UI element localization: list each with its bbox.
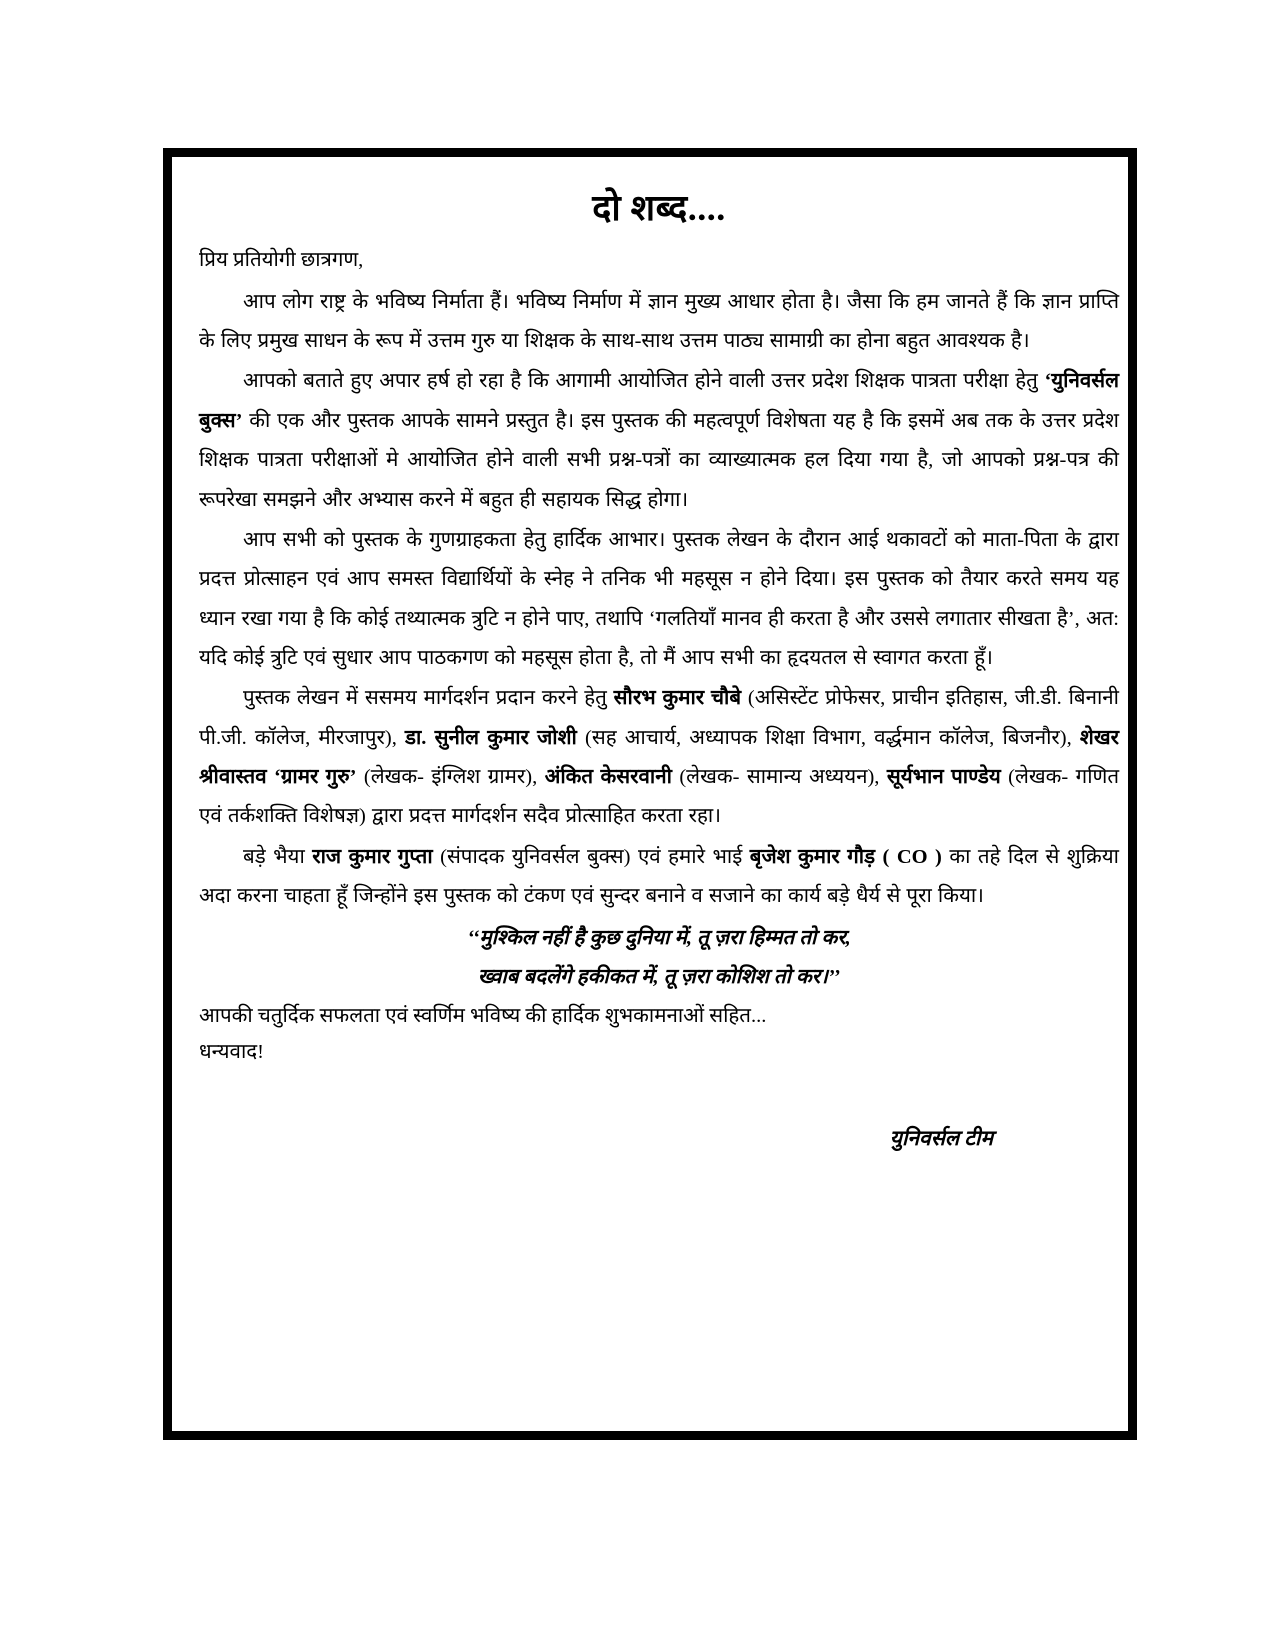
thanks-text: धन्यवाद! bbox=[199, 1041, 264, 1064]
paragraph-book-announcement bbox=[199, 362, 1119, 519]
paragraph-editor-thanks bbox=[199, 838, 1119, 917]
paragraph-gratitude bbox=[199, 521, 1119, 678]
page-border-frame bbox=[163, 148, 1137, 1440]
emphasized-text: राज कुमार गुप्ता bbox=[312, 845, 433, 868]
body-text: (सह आचार्य, अध्यापक शिक्षा विभाग, वर्द्धमान कॉलेज, बिजनौर), bbox=[576, 726, 1080, 749]
body-text: पुस्तक लेखन में ससमय मार्गदर्शन प्रदान करने हेतु bbox=[243, 687, 614, 710]
body-text: (लेखक- सामान्य अध्ययन), bbox=[671, 766, 887, 789]
body-text: (लेखक- इंग्लिश ग्रामर), bbox=[356, 766, 545, 789]
signature-team: युनिवर्सल टीम bbox=[889, 1126, 993, 1150]
emphasized-text: ‘युनिवर्सल बुक्स’ bbox=[199, 370, 1119, 432]
body-text: (संपादक युनिवर्सल बुक्स) एवं हमारे भाई bbox=[432, 845, 750, 868]
body-text: आप सभी को पुस्तक के गुणग्राहकता हेतु हार्दिक आभार। पुस्तक लेखन के दौरान आई थकावटों को माता-पिता के द्वारा प्रदत्त प्रोत्साहन एवं आप समस्त विद्यार्थियों के स्नेह ने तनिक भी महसूस न होने दिया। इस पुस्तक को तैयार करते समय यह ध्यान रखा गया है कि कोई तथ्यात्मक त्रुटि न होने पाए, तथापि ‘गलतियाँ मानव ही करता है और उससे लगातार सीखता है’, अत: यदि कोई त्रुटि एवं सुधार आप पाठकगण को महसूस होता है, तो मैं आप सभी का हृदयतल से स्वागत करता हूँ। bbox=[199, 528, 1119, 669]
body-text: (असिस्टेंट प्रोफेसर, प्राचीन इतिहास, जी.डी. बिनानी पी.जी. कॉलेज, मीरजापुर), bbox=[199, 687, 1119, 749]
preface-content bbox=[181, 166, 1137, 1152]
emphasized-text: सूर्यभान पाण्डेय bbox=[886, 766, 1001, 789]
couplet-line-2: ख्वाब बदलेंगे हकीकत में, तू ज़रा कोशिश तो कर।’’ bbox=[477, 966, 841, 989]
paragraph-nation-builders bbox=[199, 283, 1119, 362]
emphasized-text: सौरभ कुमार चौबे bbox=[613, 687, 742, 710]
closing-wishes-text: आपकी चतुर्दिक सफलता एवं स्वर्णिम भविष्य की हार्दिक शुभकामनाओं सहित... bbox=[199, 1005, 767, 1028]
emphasized-text: शेखर श्रीवास्तव ‘ग्रामर गुरु’ bbox=[199, 726, 1120, 789]
emphasized-text: डा. सुनील कुमार जोशी bbox=[405, 726, 577, 749]
body-text: (लेखक- गणित एवं तर्कशक्ति विशेषज्ञ) द्वारा प्रदत्त मार्गदर्शन सदैव प्रोत्साहित करता रहा। bbox=[199, 766, 1120, 828]
page-title: दो शब्द.... bbox=[592, 188, 726, 228]
body-text: आपको बताते हुए अपार हर्ष हो रहा है कि आगामी आयोजित होने वाली उत्तर प्रदेश शिक्षक पात्रता परीक्षा हेतु bbox=[243, 370, 1045, 393]
body-text: का तहे दिल से शुक्रिया अदा करना चाहता हूँ जिन्होंने इस पुस्तक को टंकण एवं सुन्दर बनाने व सजाने का कार्य बड़े धैर्य से पूरा किया। bbox=[199, 845, 1119, 908]
paragraph-acknowledgements bbox=[199, 679, 1119, 836]
emphasized-text: बृजेश कुमार गौड़ ( CO ) bbox=[749, 845, 942, 868]
couplet-line-1: ‘‘मुश्किल नहीं है कुछ दुनिया में, तू ज़रा हिम्मत तो कर, bbox=[467, 926, 851, 949]
body-text: आप लोग राष्ट्र के भविष्य निर्माता हैं। भविष्य निर्माण में ज्ञान मुख्य आधार होता है। जैसा कि हम जानते हैं कि ज्ञान प्राप्ति के लिए प्रमुख साधन के रूप में उत्तम गुरु या शिक्षक के साथ-साथ उत्तम पाठ्य सामाग्री का होना बहुत आवश्यक है। bbox=[199, 290, 1119, 353]
body-text: बड़े भैया bbox=[243, 845, 313, 868]
salutation-text: प्रिय प्रतियोगी छात्रगण, bbox=[199, 249, 364, 271]
emphasized-text: अंकित केसरवानी bbox=[544, 766, 672, 789]
body-text: की एक और पुस्तक आपके सामने प्रस्तुत है। इस पुस्तक की महत्वपूर्ण विशेषता यह है कि इसमें अब तक के उत्तर प्रदेश शिक्षक पात्रता परीक्षाओं मे आयोजित होने वाली सभी प्रश्न-पत्रों का व्याख्यात्मक हल दिया गया है, जो आपको प्रश्न-पत्र की रूपरेखा समझने और अभ्यास करने में बहुत ही सहायक सिद्ध होगा। bbox=[199, 409, 1119, 511]
